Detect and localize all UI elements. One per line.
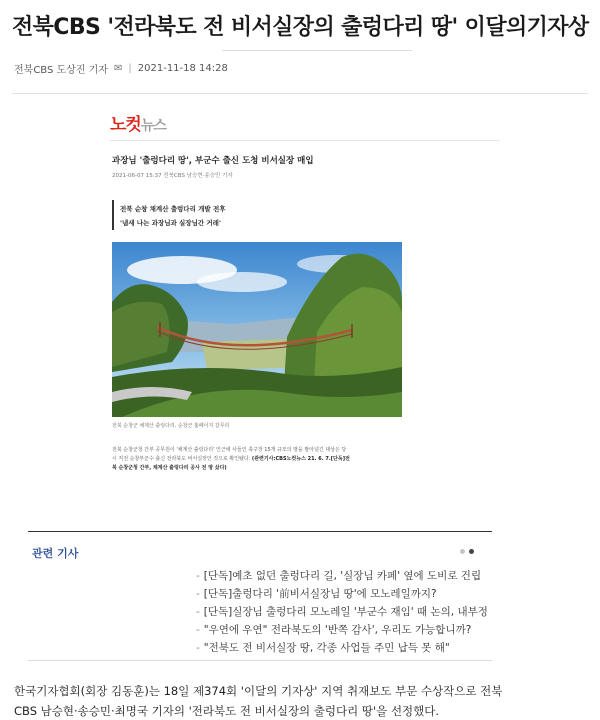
related-articles-list — [196, 567, 488, 657]
article-embedded-image — [96, 96, 510, 524]
article-body-paragraph: 한국기자협회(회장 김동훈)는 18일 제374회 '이달의 기자상' 지역 취재보도 부문 수상작으로 전북 CBS 남승현·송승민·최명국 기자의 '전라북도 전 비서실장의 출렁다리 땅'을 선정했다. — [14, 684, 503, 718]
embedded-article-body: 전북 순창군청 간부 공무원이 '채계산 출렁다리' 인근에 사들인 축구장 15개 규모의 땅을 팔아넘긴 대상은 당 시 직전 순창부군수 출신 전라북도 비서실장인 것으로 확인됐다. (관련기사:CBS노컷뉴스 21. 6. 7.[단독]전 북 순창군청 간부, 채계산 출렁다리 공사 전 땅 샀다) — [112, 447, 350, 471]
pagination-dot-1[interactable] — [460, 549, 465, 554]
related-pagination[interactable] — [460, 549, 474, 554]
suspension-bridge-photo — [112, 242, 402, 417]
embedded-article-title: 과장님 '출렁다리 땅', 부군수 출신 도청 비서실장 매입 — [112, 156, 314, 166]
publish-date: 2021-11-18 14:28 — [137, 63, 228, 74]
article-meta — [14, 61, 228, 76]
related-articles-title: 관련 기사 — [32, 547, 79, 560]
related-top-divider — [28, 531, 492, 532]
meta-divider — [12, 93, 588, 94]
related-article-link[interactable]: - "전북도 전 비서실장 땅, 각종 사업들 주민 납득 못 해" — [196, 642, 450, 654]
photo-caption: 전북 순창군 채계산 출렁다리. 순창군 홈페이지 갈무리 — [112, 423, 230, 429]
related-article-link[interactable]: - [단독]실장님 출렁다리 모노레일 '부군수 재임' 때 논의, 내부정 — [196, 606, 488, 618]
subhead-bar — [112, 200, 114, 230]
envelope-icon[interactable]: ✉ — [114, 63, 123, 74]
related-article-link[interactable]: - [단독]예초 없던 출렁다리 길, '실장님 카페' 옆에 도비로 건립 — [196, 570, 482, 582]
embedded-article-meta: 2021-06-07 15:37 전북CBS 남승현·송승민 기자 — [112, 173, 233, 179]
embedded-subhead-1: 전북 순창 채계산 출렁다리 개발 전후 — [120, 205, 226, 213]
embedded-subhead-2: '냄새 나는 과장님과 실장님간 거래' — [120, 219, 221, 227]
related-bottom-divider — [28, 660, 492, 661]
nocut-news-logo: 노컷뉴스 — [110, 115, 166, 135]
byline[interactable]: 전북CBS 도상진 기자 — [14, 65, 108, 76]
pagination-dot-2[interactable] — [469, 549, 474, 554]
related-article-link[interactable]: - "우연에 우연" 전라북도의 '반쪽 감사', 우리도 가능합니까? — [196, 624, 472, 636]
article-headline: 전북CBS '전라북도 전 비서실장의 출렁다리 땅' 이달의기자상 — [12, 15, 589, 40]
meta-separator: | — [128, 63, 132, 74]
related-article-link[interactable]: - [단독]출렁다리 '前비서실장님 땅'에 모노레일까지? — [196, 588, 437, 600]
logo-divider — [110, 140, 500, 141]
title-divider — [222, 50, 412, 51]
